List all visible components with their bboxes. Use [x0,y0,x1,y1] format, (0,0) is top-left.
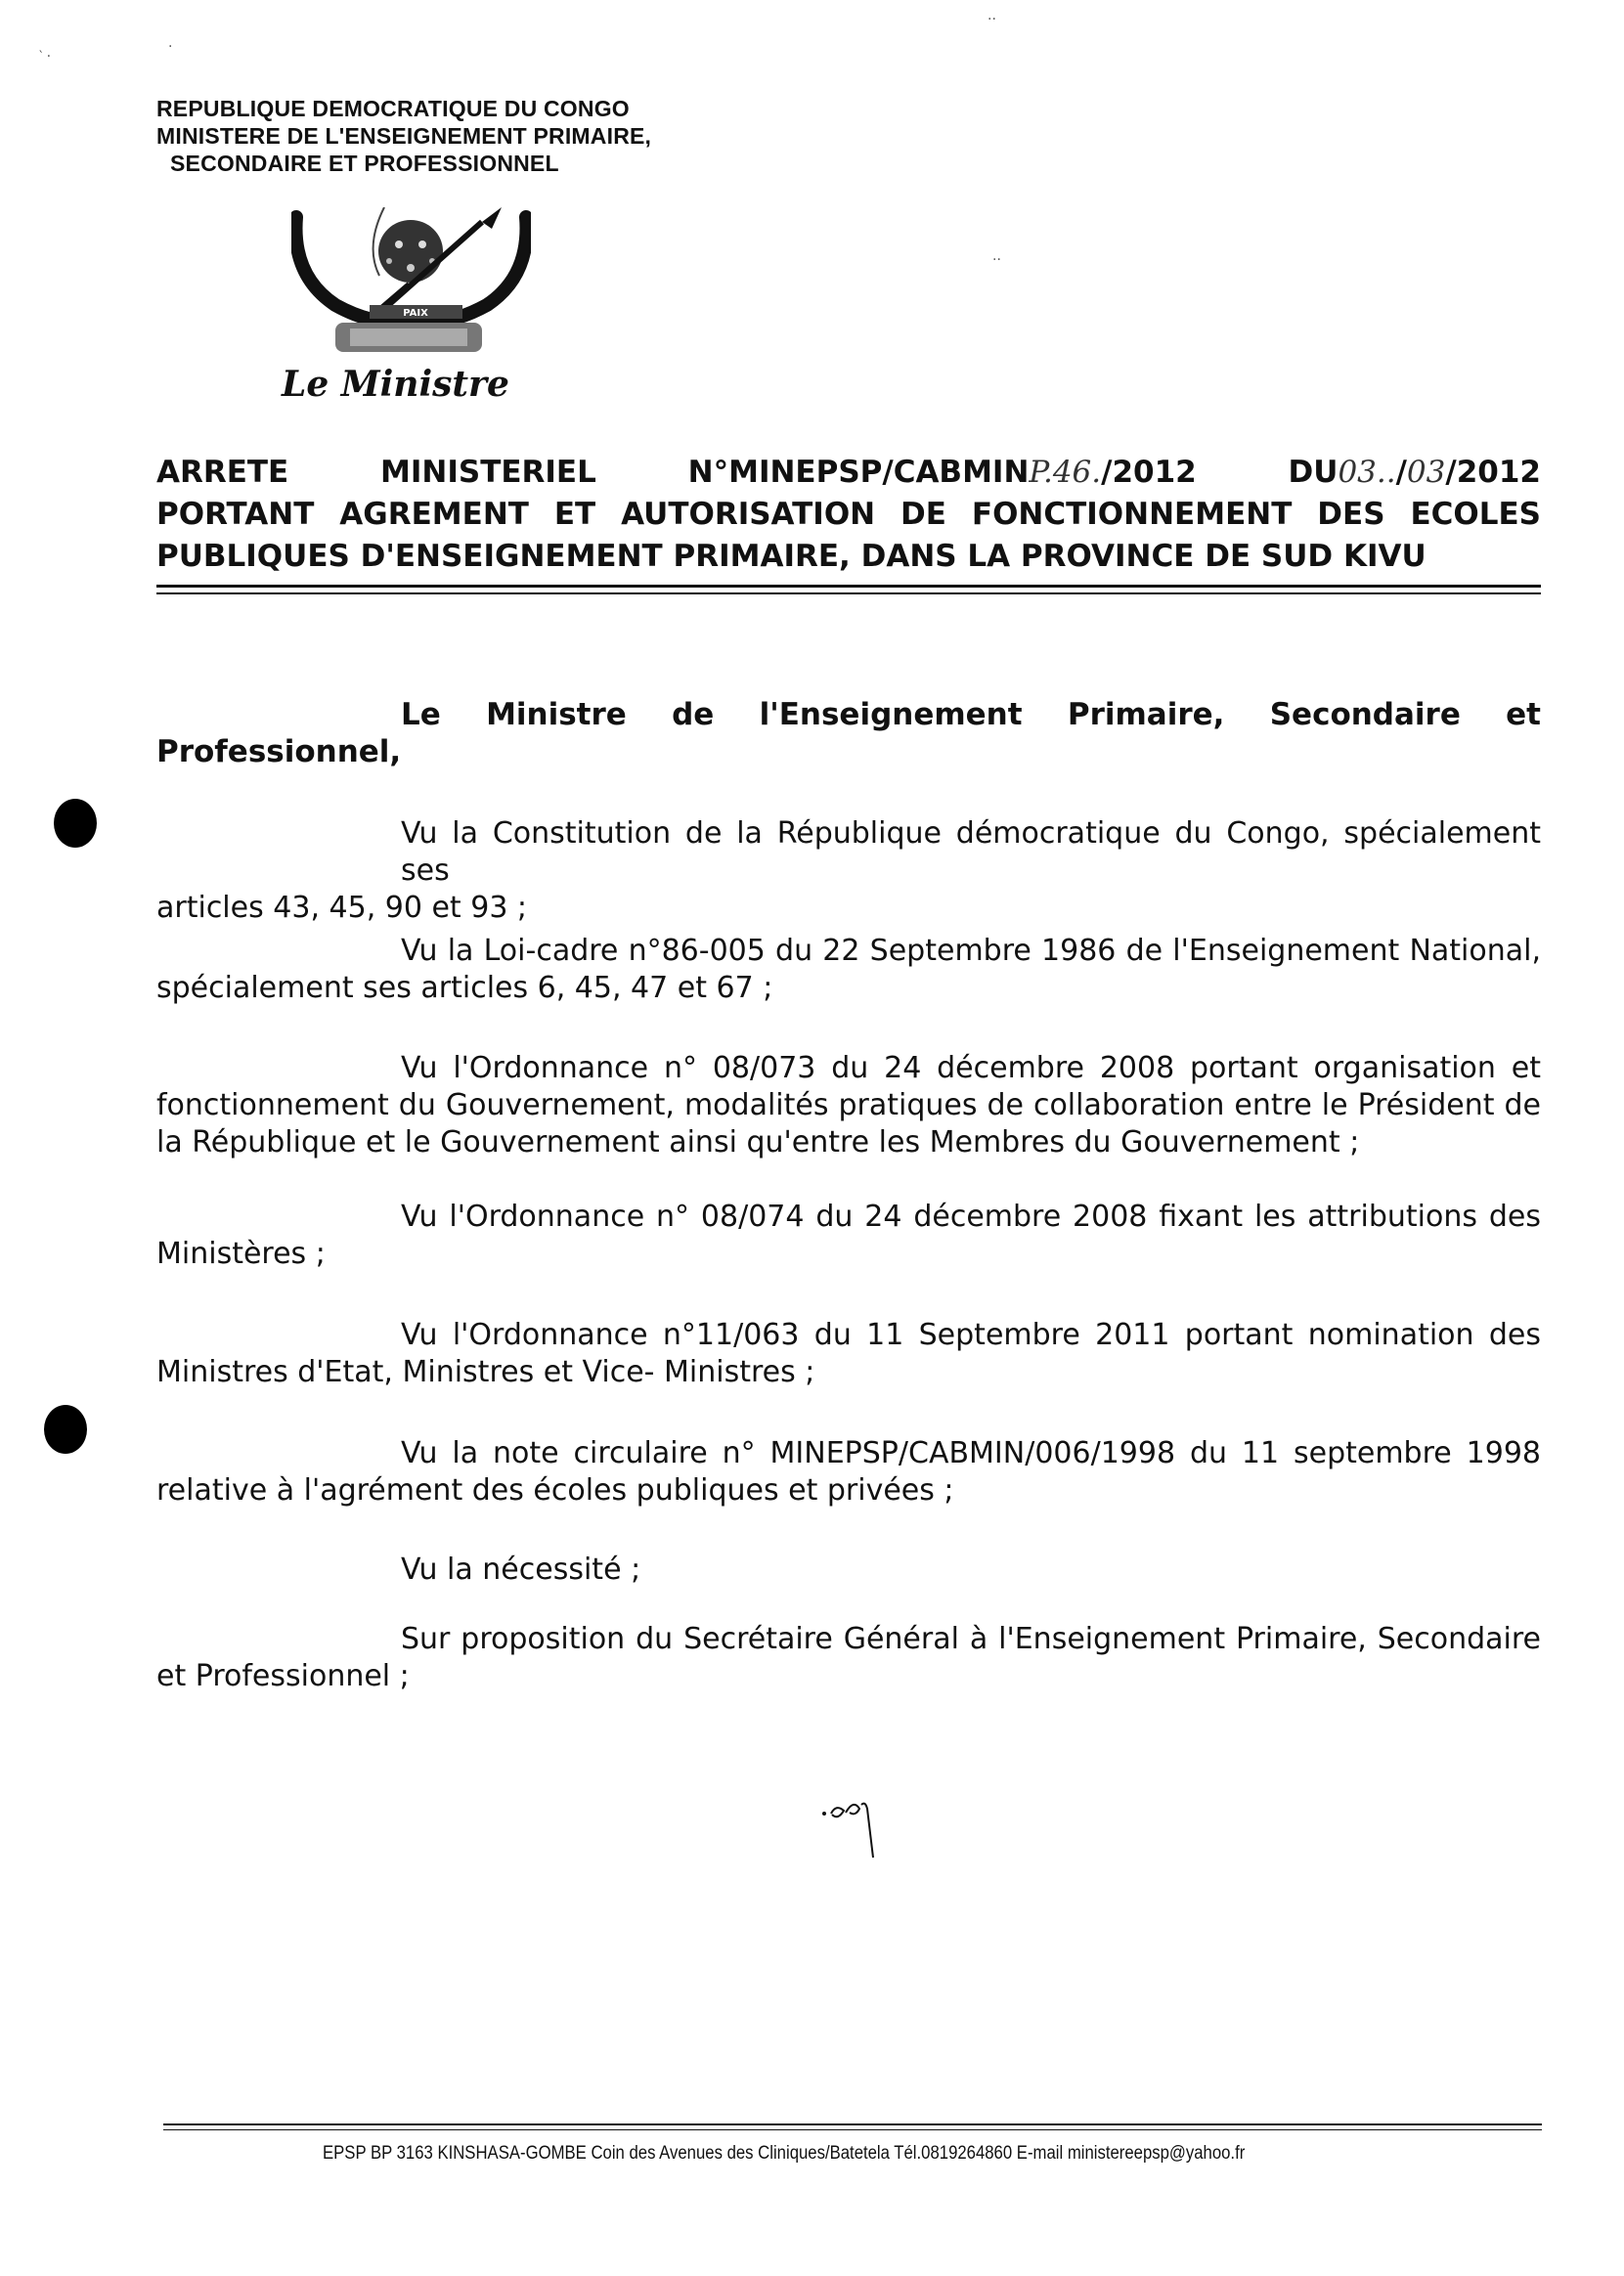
handwritten-initials [816,1799,895,1867]
scan-speck: ·· [988,12,996,27]
minister-title: Le Ministre [282,364,509,405]
vu-note-circulaire: Vu la note circulaire n° MINEPSP/CABMIN/006/1998 du 11 septembre 1998 relative à l'agrément des écoles publiques et privées ; [156,1436,1541,1508]
heading-rule [156,585,1541,588]
arrete-subject-line2: PUBLIQUES D'ENSEIGNEMENT PRIMAIRE, DANS LA PROVINCE DE SUD KIVU [156,539,1426,574]
header-ministry: MINISTERE DE L'ENSEIGNEMENT PRIMAIRE, [156,123,652,149]
vu-ordonnance-08-074: Vu l'Ordonnance n° 08/074 du 24 décembre 2008 fixant les attributions des Ministères ; [156,1200,1541,1271]
vu-necessite: Vu la nécessité ; [401,1553,641,1587]
footer-rule-thin [163,2129,1542,2130]
handwritten-day: 03.. [1338,455,1396,490]
arrete-heading [156,452,1541,578]
header-country: REPUBLIQUE DEMOCRATIQUE DU CONGO [156,96,630,121]
coat-of-arms-emblem [291,207,531,364]
arrete-subject-line1: PORTANT AGREMENT ET AUTORISATION DE FONCTIONNEMENT DES ECOLES [156,497,1541,532]
arrete-word: ARRETE [156,455,289,490]
scan-speck: · [168,39,173,55]
footer-address: EPSP BP 3163 KINSHASA-GOMBE Coin des Avenues des Cliniques/Batetela Tél.0819264860 E-mail ministereepsp@yahoo.fr [323,2143,1246,2164]
arrete-date: DU03../03/2012 [1288,455,1541,490]
handwritten-number: P.46. [1029,455,1102,490]
header-ministry-cont: SECONDAIRE ET PROFESSIONNEL [170,151,559,176]
sur-proposition: Sur proposition du Secrétaire Général à l'Enseignement Primaire, Secondaire et Professionnel ; [156,1622,1541,1693]
footer-rule [163,2123,1542,2125]
arrete-number-line [156,452,1541,494]
punch-hole [54,799,97,848]
ministeriel-word: MINISTERIEL [380,455,596,490]
handwritten-month: 03 [1406,455,1446,490]
intro-paragraph: Le Ministre de l'Enseignement Primaire, Secondaire et Professionnel, [156,697,1541,769]
vu-loi-cadre: Vu la Loi-cadre n°86-005 du 22 Septembre 1986 de l'Enseignement National, spécialement ses articles 6, 45, 47 et 67 ; [156,934,1541,1005]
vu-ordonnance-08-073: Vu l'Ordonnance n° 08/073 du 24 décembre 2008 portant organisation et fonctionnement du Gouvernement, modalités pratiques de collaboration entre le Président de la République et le Gouvernement ainsi qu'entre les Membres du Gouvernement ; [156,1051,1541,1160]
heading-rule-thin [156,592,1541,594]
scan-speck: ‵ · [39,49,52,65]
punch-hole [44,1405,87,1454]
scan-speck: ·· [992,252,1001,268]
vu-constitution: Vu la Constitution de la République démocratique du Congo, spécialement ses articles 43, 45, 90 et 93 ; [156,816,1541,925]
emblem-band-text: PAIX [403,308,428,319]
arrete-number: N°MINEPSP/CABMINP.46./2012 [687,455,1197,490]
vu-ordonnance-11-063: Vu l'Ordonnance n°11/063 du 11 Septembre 2011 portant nomination des Ministres d'Etat, Ministres et Vice- Ministres ; [156,1318,1541,1389]
